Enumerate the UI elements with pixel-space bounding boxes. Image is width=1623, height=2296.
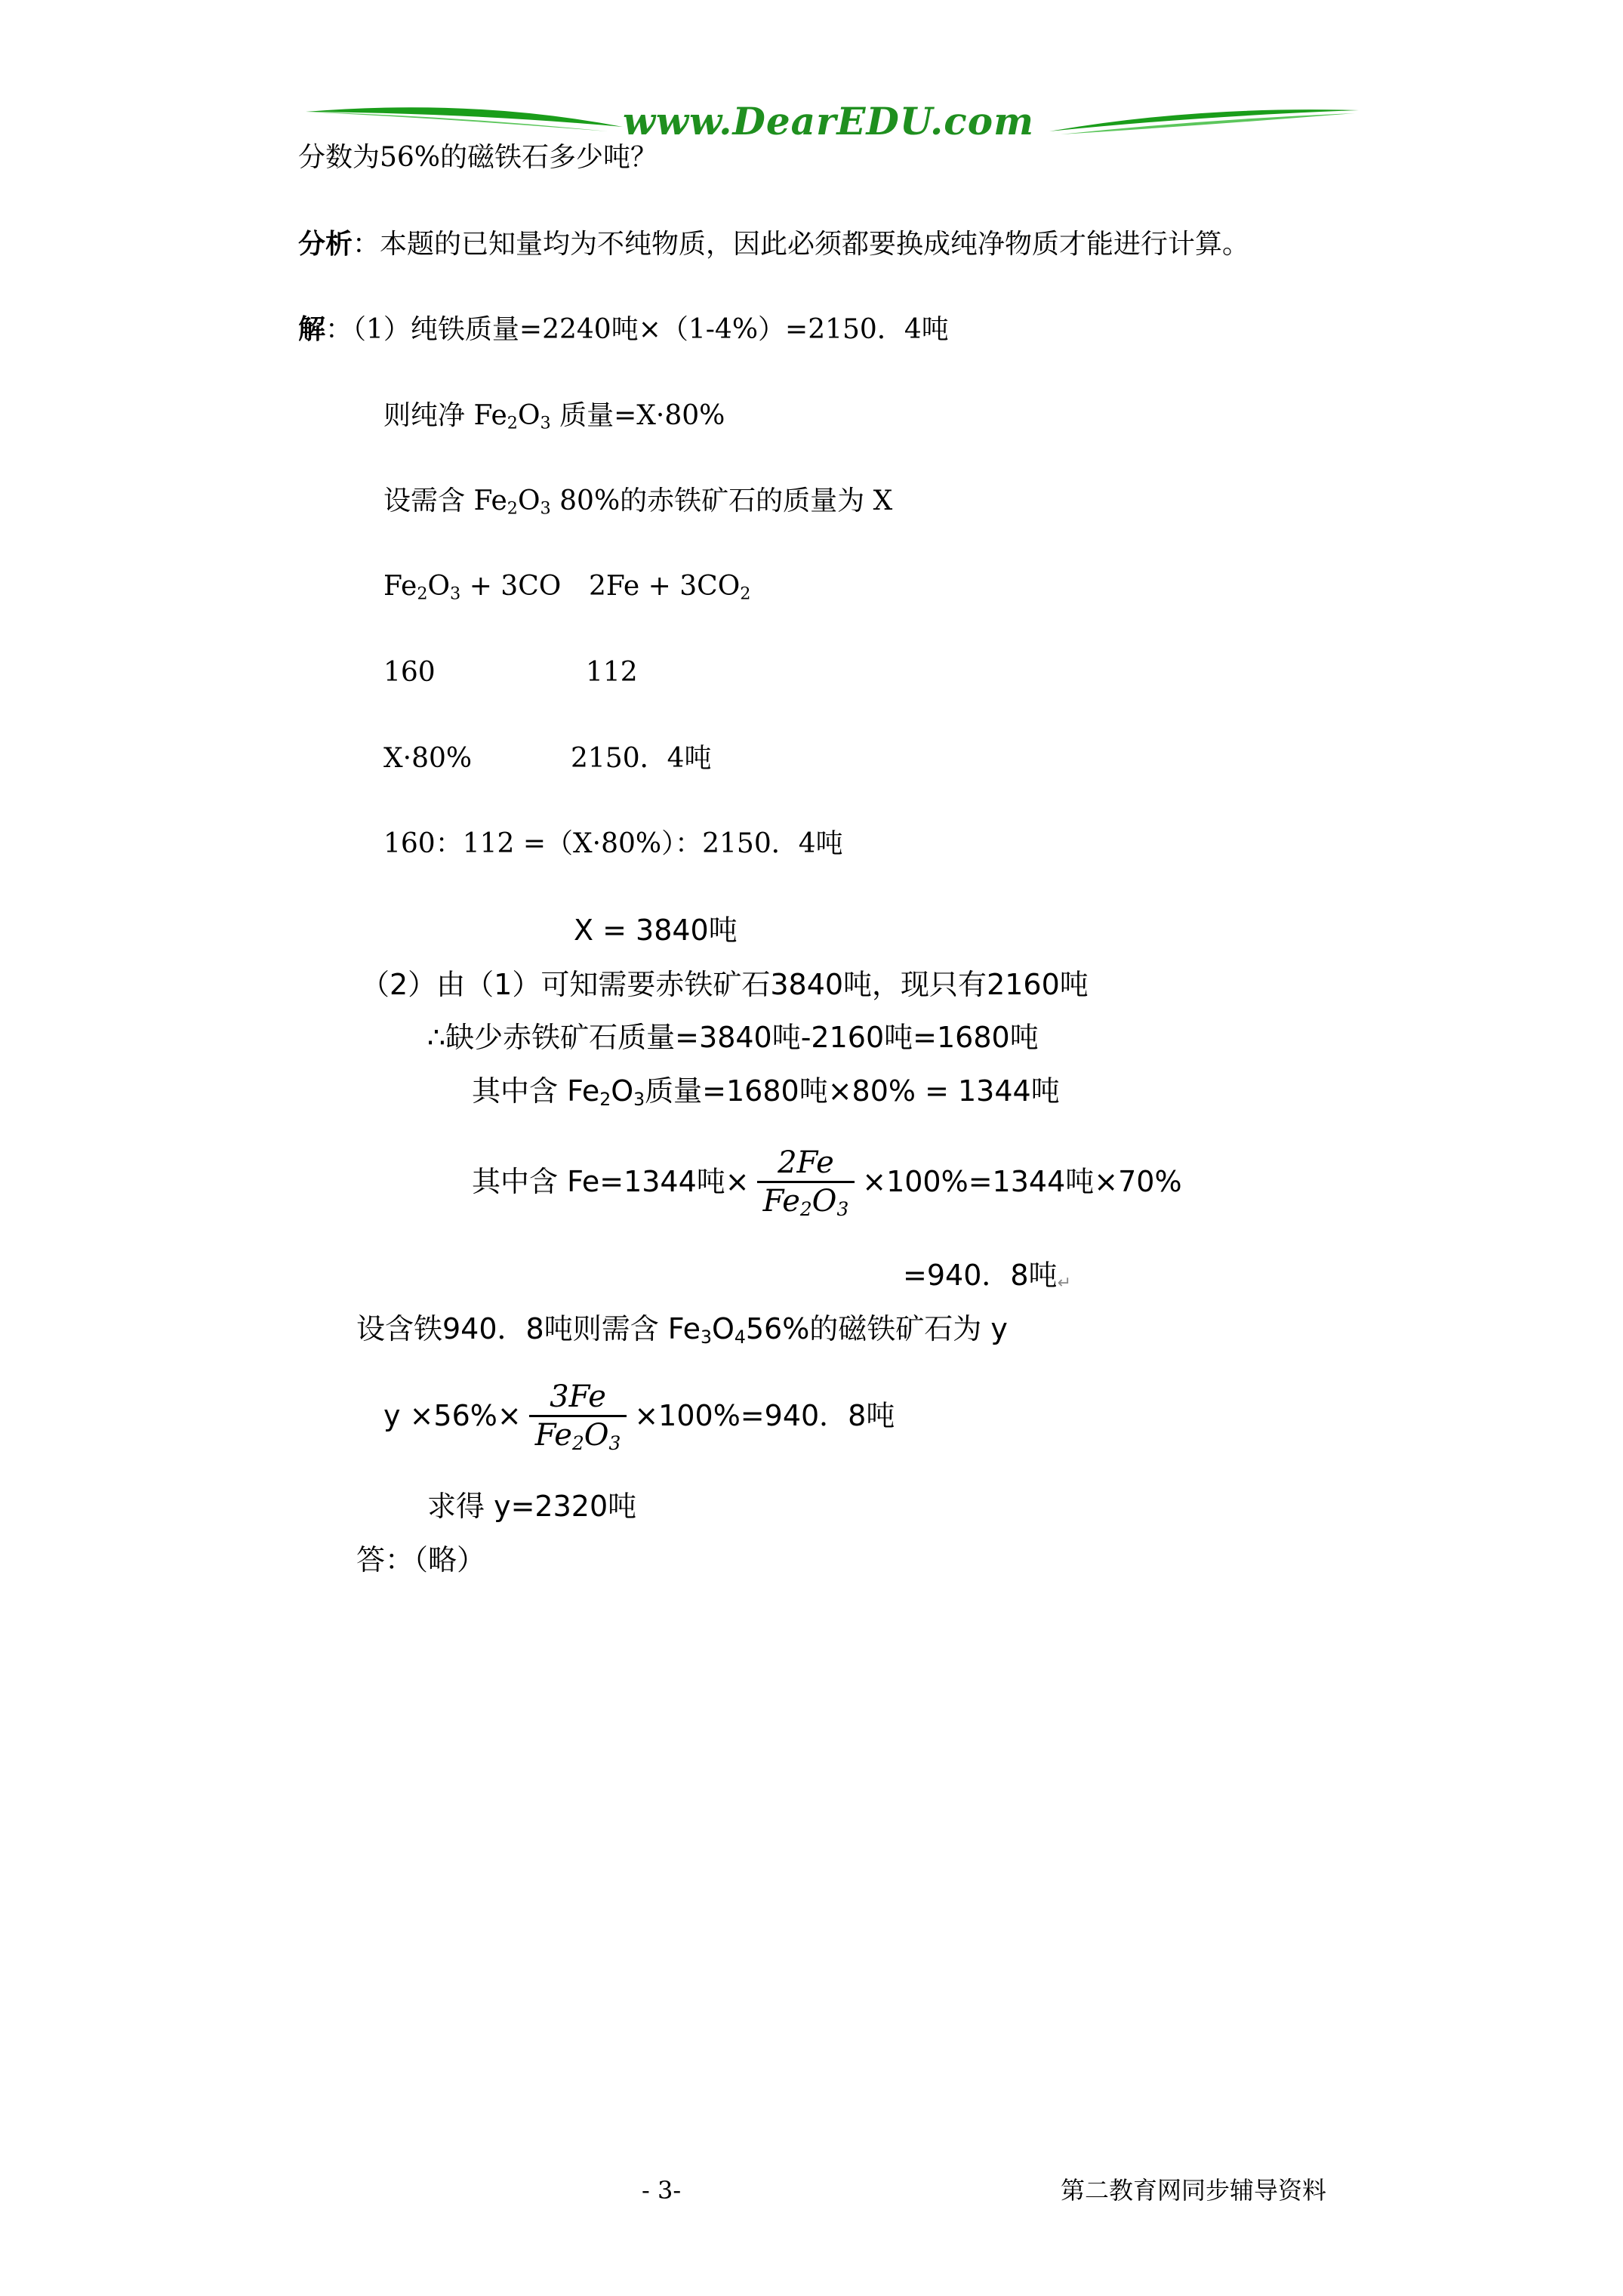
left-swoosh <box>306 107 623 127</box>
magnetite-assumption-line: 设含铁940．8吨则需含 $Fe_3O_456\%$的磁铁矿石为 y <box>356 1312 1008 1348</box>
analysis-text: ：本题的已知量均为不纯物质，因此必须都要换成纯净物质才能进行计算。 <box>353 229 1250 260</box>
equation-reactants: $Fe_2O_3 + 3CO$ <box>383 571 562 604</box>
fraction-2fe-over-fe2o3: $\frac{2Fe}{Fe_2O_3}$ <box>757 1145 855 1219</box>
shortage-line: ∴缺少赤铁矿石质量=3840吨-2160吨=1680吨 <box>427 1021 1039 1054</box>
page-number: - 3- <box>642 2176 682 2205</box>
result-x: X = 3840吨 <box>574 914 738 947</box>
fe-result-line: =940．8吨↵ <box>903 1259 1071 1293</box>
quantity-x: X·80% <box>383 743 473 774</box>
return-mark-icon: ↵ <box>1057 1274 1071 1293</box>
pure-fe2o3-line: 则纯净 $Fe_2O_3$ 质量=X·80% <box>383 400 725 433</box>
solution-line <box>298 313 949 346</box>
right-swoosh <box>1049 109 1359 131</box>
solution-label: 解 <box>298 313 326 345</box>
molar-mass-fe: 112 <box>586 657 638 688</box>
site-logo-text: www.DearEDU.com <box>623 99 1035 143</box>
analysis-line <box>298 228 1249 260</box>
analysis-label: 分析 <box>298 228 353 260</box>
fraction-3fe-over-fe2o3: $\frac{3Fe}{Fe_2O_3}$ <box>529 1379 627 1453</box>
answer-line: 答：（略） <box>356 1543 486 1576</box>
molar-mass-fe2o3: 160 <box>383 657 436 688</box>
solution-step-1: ：（1）纯铁质量=2240吨×（1-4%）=2150．4吨 <box>325 314 949 345</box>
footer-source: 第二教育网同步辅导资料 <box>1061 2176 1327 2205</box>
quantity-fe: 2150．4吨 <box>571 743 712 774</box>
equation-products: $2Fe + 3CO_2$ <box>589 571 751 604</box>
fe2o3-content-line: 其中含 $Fe_2O_3$质量=1680吨×80% = 1344吨 <box>472 1074 1060 1110</box>
proportion-line: 160：112 =（X·80%）：2150．4吨 <box>383 828 843 859</box>
assumption-line: 设需含 $Fe_2O_3$ 80%的赤铁矿石的质量为 X <box>383 485 893 519</box>
step-2-line: （2）由（1）可知需要赤铁矿石3840吨，现只有2160吨 <box>361 968 1089 1001</box>
fe-content-line: 其中含 Fe=1344吨× $\frac{2Fe}{Fe_2O_3}$ ×100%=1344吨×70% <box>472 1145 1182 1220</box>
result-y: 求得 y=2320吨 <box>427 1490 637 1523</box>
magnetite-equation-line: y ×56%× $\frac{3Fe}{Fe_2O_3}$ ×100%=940．8吨 <box>383 1379 895 1454</box>
question-continuation: 分数为56%的磁铁石多少吨？ <box>298 142 658 173</box>
